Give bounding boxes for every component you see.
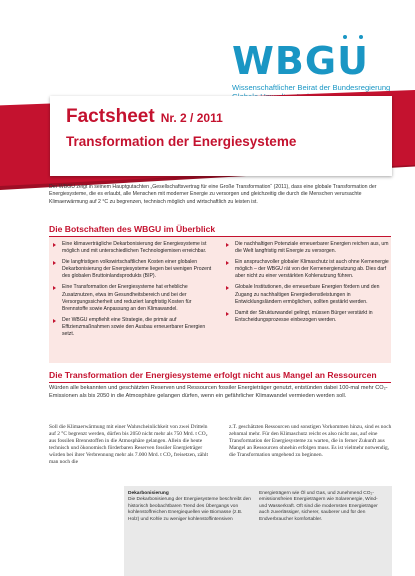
logo-letter: U [337,39,369,83]
intro-paragraph: Der WBGU zeigt in seinem Hauptgutachten „Gesellschaftsvertrag für eine Große Transformation“ (2011), dass eine globale Transformation der Energiesysteme, die es erlaubt, alle Menschen mit moderner Energie zu versorgen und gleichzeitig die durch die Menschen verursachte Klimaerwärmung auf 2 °C zu begrenzen, technisch möglich und wirtschaftlich zu leisten ist. [49,184,377,205]
message-bullet: Eine Transformation der Energiesysteme hat erhebliche Zusatznutzen, etwa im Gesundheitsbereich und bei der Versorgungssicherheit und reduziert langfristig Kosten für Brennstoffe sowie Anpassung an den Klimawandel. [52,284,218,312]
definition-right-column: Energieträgern wie Öl und Gas, und zunehmend CO₂-emissionsfreien Energieträgern wie Solarenergie, Wind- und Wasserkraft. Oft sind die modernsten Energieträger auch zuverlässiger, sicherer, sauberer und für den Endverbraucher komfortabler. [259,491,378,522]
factsheet-label: Factsheet [66,106,155,127]
message-bullet: Die langfristigen volkswirtschaftlichen Kosten einer globalen Dekarbonisierung der Energiesysteme liegen bei wenigen Prozent des globalen Bruttoinlandsprodukts (BIP). [52,259,218,280]
messages-right-column [225,241,391,328]
message-bullet: Ein anspruchsvoller globaler Klimaschutz ist auch ohne Kernenergie möglich – der WBGU rät von der Kernenergienutzung ab. Dies darf aber nicht zu einer verstärkten Kohlenutzung führen. [225,259,391,280]
message-bullet: Damit der Strukturwandel gelingt, müssen Bürger verstärkt in Entscheidungsprozesse einbezogen werden. [225,310,391,324]
logo-letter: B [274,39,305,83]
definition-box [124,486,392,576]
definition-text: Die Dekarbonisierung der Energiesysteme beschreibt den historisch beobachtbaren Trend des Übergangs von kohlenstoffreichen Energiequellen wie Biomasse (z.B. Holz) und Kohle zu weniger kohlenstoffintensiven [128,497,251,522]
resources-lead-paragraph: Würden alle bekannten und geschätzten Reserven und Ressourcen fossiler Energieträger genutzt, entstünden dabei 100-mal mehr CO₂-Emissionen als bis 2050 in die Atmosphäre gelangen dürfen, wenn ein gefährlicher Klimawandel vermieden werden soll. [49,385,388,399]
factsheet-subtitle: Transformation der Energiesysteme [66,134,297,149]
section-divider [49,382,391,383]
logo-wordmark [232,40,402,82]
logo-letter: W [232,39,275,83]
messages-left-column [52,241,218,342]
message-bullet: Der WBGU empfiehlt eine Strategie, die primär auf Effizienzmaßnahmen sowie den Ausbau erneuerbarer Energien setzt. [52,317,218,338]
title-panel [50,96,392,176]
section-heading-messages: Die Botschaften des WBGU im Überblick [49,224,216,234]
factsheet-number: Nr. 2 / 2011 [160,111,223,125]
factsheet-title [66,106,223,128]
definition-left-column [128,491,254,523]
message-bullet: Eine klimaverträgliche Dekarbonisierung der Energiesysteme ist möglich und mit unterschiedlichen Technologiemixen erreichbar. [52,241,218,255]
logo-subtitle-line: Wissenschaftlicher Beirat der Bundesregierung [232,83,391,92]
message-bullet: Globale Institutionen, die erneuerbare Energien fördern und den Zugang zu nachhaltigen Energiedienstleistungen in Entwicklungsländern ermöglichen, sollten gestärkt werden. [225,284,391,305]
section-heading-resources: Die Transformation der Energiesysteme erfolgt nicht aus Mangel an Ressourcen [49,370,377,380]
logo-letter: G [304,39,338,83]
body-column-left: Soll die Klimaerwärmung mit einer Wahrscheinlichkeit von zwei Dritteln auf 2 °C begrenzt werden, dürfen bis 2050 nicht mehr als 750 Mrd. t CO₂ aus fossilen Brennstoffen in die Atmosphäre gelangen. Allein die heute technisch und ökonomisch förderbaren Reserven fossiler Energieträger würden bei ihrer Verbrennung mehr als 7.000 Mrd. t CO₂ freisetzen, zählt man noch die [49,424,208,466]
message-bullet: Die nachhaltigen Potenziale erneuerbarer Energien reichen aus, um die Welt langfristig mit Energie zu versorgen. [225,241,391,255]
definition-title: Dekarbonisierung [128,491,169,496]
body-column-right: z.T. geschätzten Ressourcen und sonstigen Vorkommen hinzu, sind es noch zehnmal mehr. Für den Klimaschutz reicht es also nicht aus, auf eine Transformation der Energiesysteme zu warten, die in ferner Zukunft aus Mangel an Ressourcen ohnehin erfolgen muss. Es ist vielmehr notwendig, die Transformation umgehend zu beginnen. [229,424,392,459]
messages-box [49,237,391,363]
